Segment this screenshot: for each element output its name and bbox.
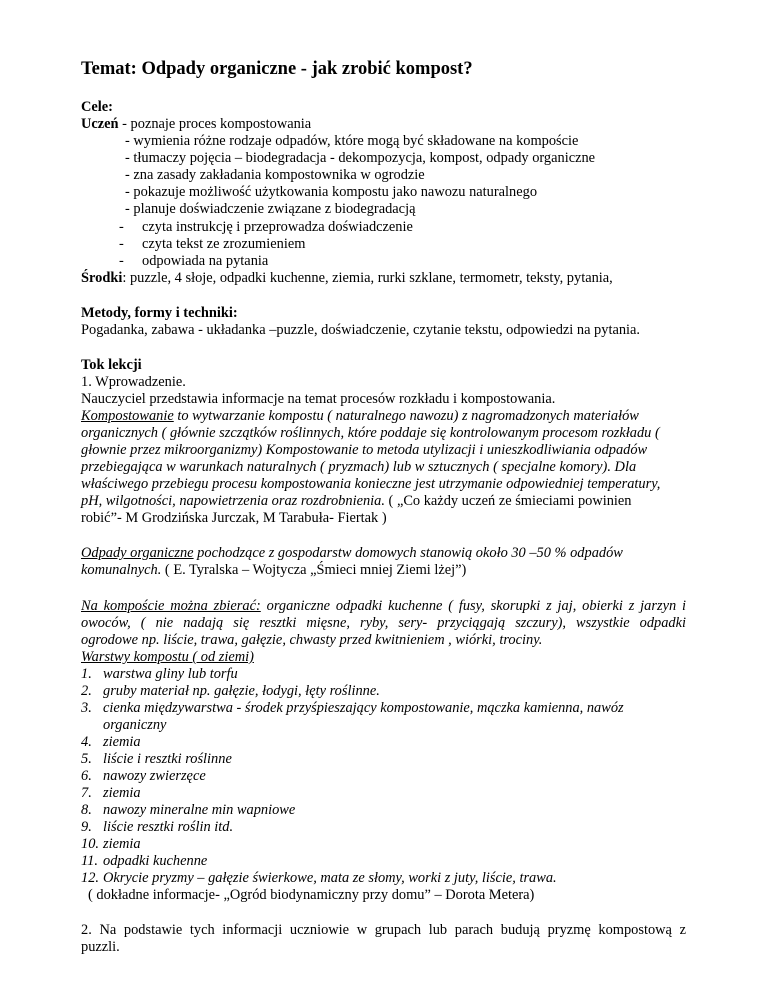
- goal-item: - zna zasady zakładania kompostownika w ogrodzie: [125, 167, 425, 183]
- layer-number: 6.: [81, 768, 92, 784]
- lesson-step-1: 1. Wprowadzenie.: [81, 374, 186, 390]
- layer-number: 9.: [81, 819, 92, 835]
- definition-source: robić”- M Grodzińska Jurczak, M Tarabuła- Fiertak ): [81, 510, 387, 526]
- definition-line: właściwego przebiegu procesu kompostowania konieczne jest utrzymanie odpowiedniej temperatury,: [81, 476, 661, 492]
- layer-text: warstwa gliny lub torfu: [103, 666, 238, 682]
- collect-line: owoców, ( nie nadają się resztki mięsne, ryby, sery- przyciągają szczury), wszystkie odpadki: [81, 615, 686, 631]
- lesson-heading: Tok lekcji: [81, 357, 142, 373]
- layer-text: cienka międzywarstwa - środek przyśpieszający kompostowanie, mączka kamienna, nawóz: [103, 700, 624, 716]
- layer-number: 3.: [81, 700, 92, 716]
- definition-line: przebiegająca w warunkach naturalnych ( pryzmach) lub w sztucznych ( specjalne komory). Dla: [81, 459, 637, 475]
- goal-item: - tłumaczy pojęcia – biodegradacja - dekompozycja, kompost, odpady organiczne: [125, 150, 596, 166]
- collect-line: Na kompoście można zbierać: organiczne odpadki kuchenne ( fusy, skorupki z jaj, obierki z jarzyn i: [81, 598, 686, 614]
- srodki-line: Środki: puzzle, 4 słoje, odpadki kuchenne, ziemia, rurki szklane, termometr, teksty, pytania,: [81, 270, 613, 286]
- goals-uczen-line: Uczeń - poznaje proces kompostowania: [81, 116, 312, 132]
- goal-bullet-dash: -: [119, 219, 124, 235]
- lesson-intro: Nauczyciel przedstawia informacje na temat procesów rozkładu i kompostowania.: [81, 391, 556, 407]
- goal-item: - wymienia różne rodzaje odpadów, które mogą być składowane na kompoście: [125, 133, 579, 149]
- layer-number: 12.: [81, 870, 99, 886]
- layer-number: 1.: [81, 666, 92, 682]
- methods-text: Pogadanka, zabawa - układanka –puzzle, doświadczenie, czytanie tekstu, odpowiedzi na pytania.: [81, 322, 641, 338]
- definition-line: Kompostowanie to wytwarzanie kompostu ( naturalnego nawozu) z nagromadzonych materiałów: [81, 408, 639, 424]
- source-line: ( dokładne informacje- „Ogród biodynamiczny przy domu” – Dorota Metera): [88, 887, 535, 903]
- layer-text: liście i resztki roślinne: [103, 751, 232, 767]
- definition-line: organicznych ( głównie szczątków roślinnych, które poddaje się kontrolowanym procesom rozkładu (: [81, 425, 660, 441]
- collect-line: ogrodowe np. liście, trawa, gałęzie, chwasty przed kwitnieniem , wiórki, trociny.: [81, 632, 543, 648]
- layer-number: 7.: [81, 785, 92, 801]
- waste-line: komunalnych. ( E. Tyralska – Wojtycza „Śmieci mniej Ziemi lżej”): [81, 562, 467, 578]
- step-2-line: 2. Na podstawie tych informacji uczniowie w grupach lub parach budują pryzmę kompostową z: [81, 922, 686, 938]
- definition-line: pH, wilgotności, napowietrzenia oraz rozdrobnienia. ( „Co każdy uczeń ze śmieciami powinien: [81, 493, 632, 509]
- goal-bullet-text: czyta tekst ze zrozumieniem: [142, 236, 306, 252]
- goal-bullet-text: odpowiada na pytania: [142, 253, 269, 269]
- layer-number: 2.: [81, 683, 92, 699]
- goal-bullet-text: czyta instrukcję i przeprowadza doświadczenie: [142, 219, 413, 235]
- layer-text: organiczny: [103, 717, 167, 733]
- waste-line: Odpady organiczne pochodzące z gospodarstw domowych stanowią około 30 –50 % odpadów: [81, 545, 623, 561]
- layer-text: ziemia: [103, 734, 141, 750]
- goal-item: - pokazuje możliwość użytkowania kompostu jako nawozu naturalnego: [125, 184, 538, 200]
- layers-heading: Warstwy kompostu ( od ziemi): [81, 649, 254, 665]
- layer-number: 10.: [81, 836, 99, 852]
- layer-number: 11.: [81, 853, 98, 869]
- layer-text: ziemia: [103, 785, 141, 801]
- layer-number: 5.: [81, 751, 92, 767]
- layer-text: ziemia: [103, 836, 141, 852]
- step-2-line: puzzli.: [81, 939, 120, 955]
- goals-heading: Cele:: [81, 99, 113, 115]
- goal-bullet-dash: -: [119, 253, 124, 269]
- definition-line: głownie przez mikroorganizmy) Kompostowanie to metoda utylizacji i unieszkodliwiania odpadów: [81, 442, 648, 458]
- layer-text: Okrycie pryzmy – gałęzie świerkowe, mata ze słomy, worki z juty, liście, trawa.: [103, 870, 557, 886]
- goal-item: - planuje doświadczenie związane z biodegradacją: [125, 201, 416, 217]
- layer-text: nawozy zwierzęce: [103, 768, 206, 784]
- layer-text: gruby materiał np. gałęzie, łodygi, łęty roślinne.: [103, 683, 380, 699]
- layer-text: odpadki kuchenne: [103, 853, 208, 869]
- layer-number: 8.: [81, 802, 92, 818]
- page-title: Temat: Odpady organiczne - jak zrobić kompost?: [81, 59, 473, 79]
- layer-number: 4.: [81, 734, 92, 750]
- layer-text: nawozy mineralne min wapniowe: [103, 802, 296, 818]
- goal-bullet-dash: -: [119, 236, 124, 252]
- layer-text: liście resztki roślin itd.: [103, 819, 234, 835]
- methods-heading: Metody, formy i techniki:: [81, 305, 238, 321]
